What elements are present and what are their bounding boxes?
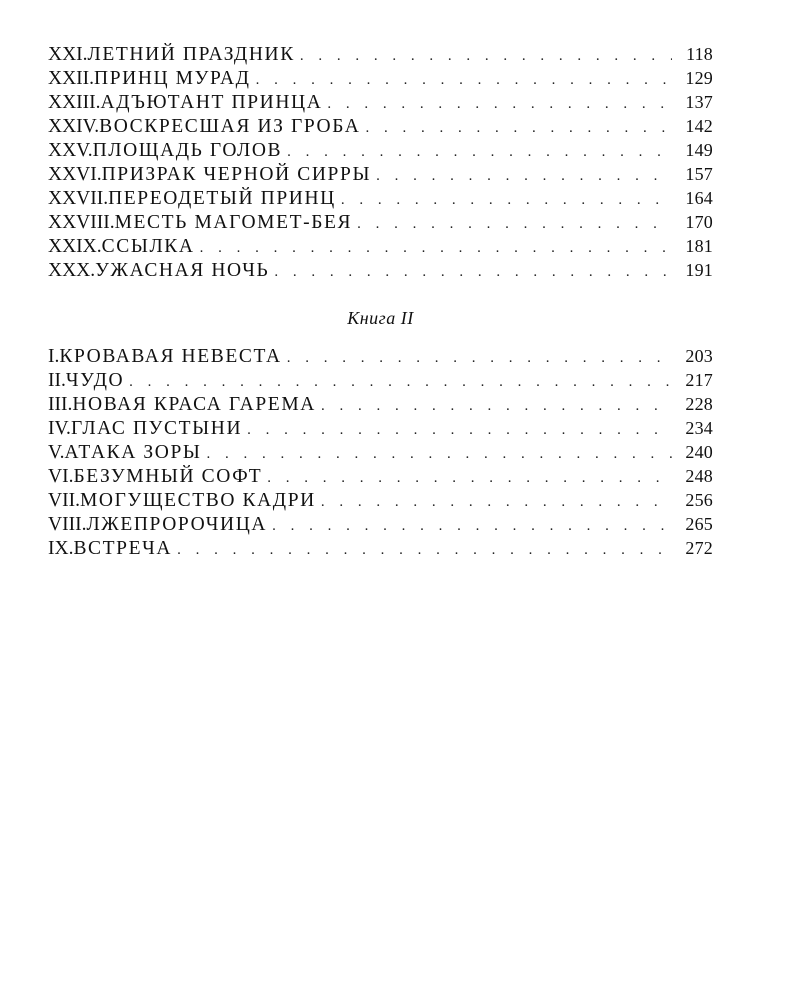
toc-entry [48, 66, 713, 90]
chapter-number: II. [48, 370, 66, 391]
toc-entry [48, 138, 713, 162]
chapter-number: V. [48, 442, 65, 463]
table-of-contents [48, 42, 713, 560]
chapter-title: ЛЖЕПРОРОЧИЦА [86, 514, 268, 535]
dot-leader [267, 466, 672, 490]
dot-leader [200, 236, 672, 260]
chapter-title: ПРИЗРАК ЧЕРНОЙ СИРРЫ [101, 164, 372, 185]
toc-entry [48, 210, 713, 234]
chapter-number: IX. [48, 538, 74, 559]
toc-entry [48, 440, 713, 464]
chapter-title: ПРИНЦ МУРАД [94, 68, 251, 89]
chapter-title: УЖАСНАЯ НОЧЬ [95, 260, 270, 281]
page-number: 149 [685, 140, 713, 160]
dot-leader [321, 394, 672, 418]
page-number: 157 [685, 164, 713, 184]
page-number: 248 [685, 466, 713, 486]
page-number: 217 [685, 370, 713, 390]
chapter-number: I. [48, 346, 60, 367]
chapter-title: ПЛОЩАДЬ ГОЛОВ [92, 140, 283, 161]
chapter-title: БЕЗУМНЫЙ СОФТ [73, 466, 263, 487]
chapter-number: VIII. [48, 514, 87, 535]
toc-entry [48, 258, 713, 282]
chapter-number: XXII. [48, 68, 95, 89]
chapter-number: VII. [48, 490, 80, 511]
page-number: 142 [685, 116, 713, 136]
toc-entry [48, 416, 713, 440]
page-number: 203 [685, 346, 713, 366]
chapter-number: XXX. [48, 260, 96, 281]
toc-entry [48, 162, 713, 186]
dot-leader [247, 418, 672, 442]
chapter-title: ВСТРЕЧА [73, 538, 173, 559]
chapter-number: VI. [48, 466, 74, 487]
chapter-title: МЕСТЬ МАГОМЕТ-БЕЯ [114, 212, 353, 233]
dot-leader [274, 260, 672, 284]
chapter-title: КРОВАВАЯ НЕВЕСТА [59, 346, 282, 367]
chapter-number: XXIX. [48, 236, 102, 257]
page-number: 256 [685, 490, 713, 510]
dot-leader [129, 370, 672, 394]
dot-leader [341, 188, 672, 212]
dot-leader [357, 212, 672, 236]
chapter-title: ГЛАС ПУСТЫНИ [70, 418, 243, 439]
chapter-title: ЛЕТНИЙ ПРАЗДНИК [87, 44, 295, 65]
toc-entry [48, 186, 713, 210]
page-number: 191 [685, 260, 713, 280]
chapter-title: ССЫЛКА [101, 236, 195, 257]
toc-entry [48, 392, 713, 416]
chapter-number: III. [48, 394, 73, 415]
page-number: 129 [685, 68, 713, 88]
chapter-number: XXVIII. [48, 212, 115, 233]
dot-leader [321, 490, 672, 514]
page-number: 170 [685, 212, 713, 232]
chapter-title: НОВАЯ КРАСА ГАРЕМА [72, 394, 316, 415]
toc-entry [48, 42, 713, 66]
book-two-chapter-list [48, 344, 713, 560]
book-two-heading: Книга II [347, 308, 414, 328]
page-number: 164 [685, 188, 713, 208]
chapter-number: XXVI. [48, 164, 102, 185]
toc-entry [48, 368, 713, 392]
dot-leader [365, 116, 672, 140]
book-one-chapter-list [48, 42, 713, 282]
chapter-title: ВОСКРЕСШАЯ ИЗ ГРОБА [99, 116, 361, 137]
dot-leader [300, 44, 672, 68]
chapter-number: XXV. [48, 140, 93, 161]
toc-entry [48, 234, 713, 258]
toc-entry [48, 536, 713, 560]
chapter-title: МОГУЩЕСТВО КАДРИ [79, 490, 316, 511]
page-number: 137 [685, 92, 713, 112]
dot-leader [287, 140, 672, 164]
chapter-number: XXIII. [48, 92, 101, 113]
page-number: 234 [685, 418, 713, 438]
chapter-number: XXIV. [48, 116, 100, 137]
chapter-title: АДЪЮТАНТ ПРИНЦА [100, 92, 323, 113]
dot-leader [376, 164, 672, 188]
chapter-number: XXVII. [48, 188, 109, 209]
page-number: 181 [685, 236, 713, 256]
page-number: 272 [685, 538, 713, 558]
chapter-number: XXI. [48, 44, 88, 65]
dot-leader [177, 538, 672, 562]
dot-leader [327, 92, 672, 116]
chapter-title: ЧУДО [65, 370, 125, 391]
toc-entry [48, 464, 713, 488]
page-number: 240 [685, 442, 713, 462]
dot-leader [256, 68, 672, 92]
chapter-number: IV. [48, 418, 71, 439]
toc-entry [48, 512, 713, 536]
dot-leader [272, 514, 672, 538]
dot-leader [207, 442, 672, 466]
chapter-title: ПЕРЕОДЕТЫЙ ПРИНЦ [108, 188, 336, 209]
dot-leader [287, 346, 672, 370]
page-number: 265 [685, 514, 713, 534]
page-number: 228 [685, 394, 713, 414]
toc-entry [48, 344, 713, 368]
toc-entry [48, 114, 713, 138]
page-number: 118 [686, 44, 713, 64]
toc-entry [48, 488, 713, 512]
toc-entry [48, 90, 713, 114]
chapter-title: АТАКА ЗОРЫ [64, 442, 202, 463]
